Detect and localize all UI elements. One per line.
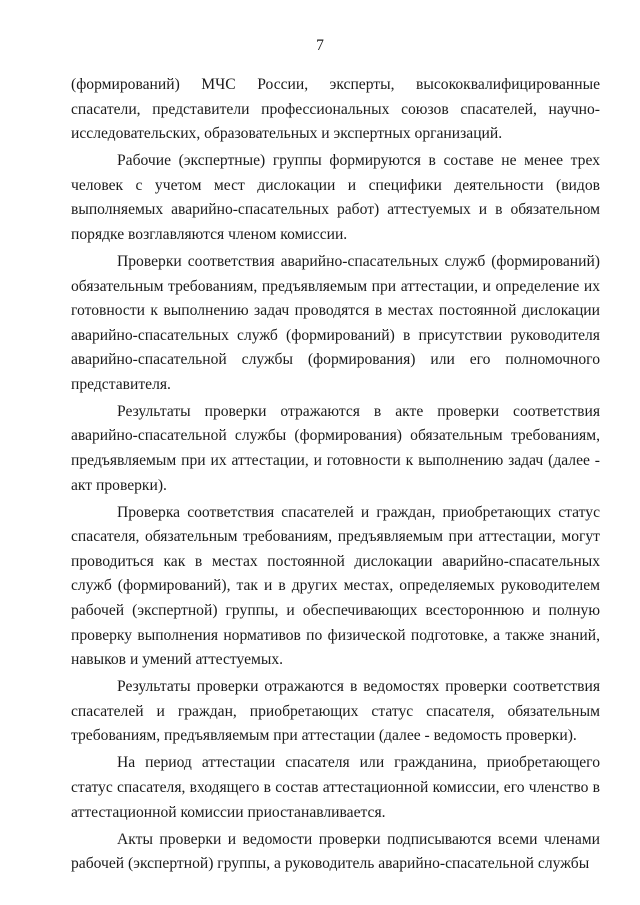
paragraph-membership-suspension: На период аттестации спасателя или гражданина, приобретающего статус спасателя, входящего в состав аттестационной комиссии, его членство в аттестационной комиссии приостанавливается.	[71, 754, 600, 821]
paragraph-service-checks: Проверки соответствия аварийно-спасательных служб (формирований) обязательным требованиям, предъявляемым при аттестации, и определение их готовности к выполнению задач проводятся в местах постоянной дислокации аварийно-спасательных служб (формирований) в присутствии руководителя аварийно-спасательной службы (формирования) или его полномочного представителя.	[71, 252, 600, 393]
paragraph-working-groups: Рабочие (экспертные) группы формируются в составе не менее трех человек с учетом мест дислокации и специфики деятельности (видов выполняемых аварийно-спасательных работ) аттестуемых и в обязательном порядке возглавляются членом комиссии.	[71, 152, 600, 243]
page-number: 7	[316, 37, 324, 54]
paragraph-continuation: (формирований) МЧС России, эксперты, высококвалифицированные спасатели, представители профессиональных союзов спасателей, научно-исследовательских, образовательных и экспертных организаций.	[71, 76, 600, 143]
document-body	[71, 73, 600, 879]
paragraph-rescuer-checks: Проверка соответствия спасателей и граждан, приобретающих статус спасателя, обязательным требованиям, предъявляемым при аттестации, могут проводиться как в местах постоянной дислокации аварийно-спасательных служб (формирований), так и в других местах, определяемых руководителем рабочей (экспертной) группы, и обеспечивающих всестороннюю и полную проверку выполнения нормативов по физической подготовке, а также знаний, навыков и умений аттестуемых.	[71, 503, 600, 669]
paragraph-signing: Акты проверки и ведомости проверки подписываются всеми членами рабочей (экспертной) группы, а руководитель аварийно-спасательной службы	[71, 830, 600, 873]
paragraph-check-act: Результаты проверки отражаются в акте проверки соответствия аварийно-спасательной службы (формирования) обязательным требованиям, предъявляемым при их аттестации, и готовности к выполнению задач (далее - акт проверки).	[71, 402, 600, 494]
paragraph-check-statement: Результаты проверки отражаются в ведомостях проверки соответствия спасателей и граждан, приобретающих статус спасателя, обязательным требованиям, предъявляемым при аттестации (далее - ведомость проверки).	[71, 678, 600, 745]
